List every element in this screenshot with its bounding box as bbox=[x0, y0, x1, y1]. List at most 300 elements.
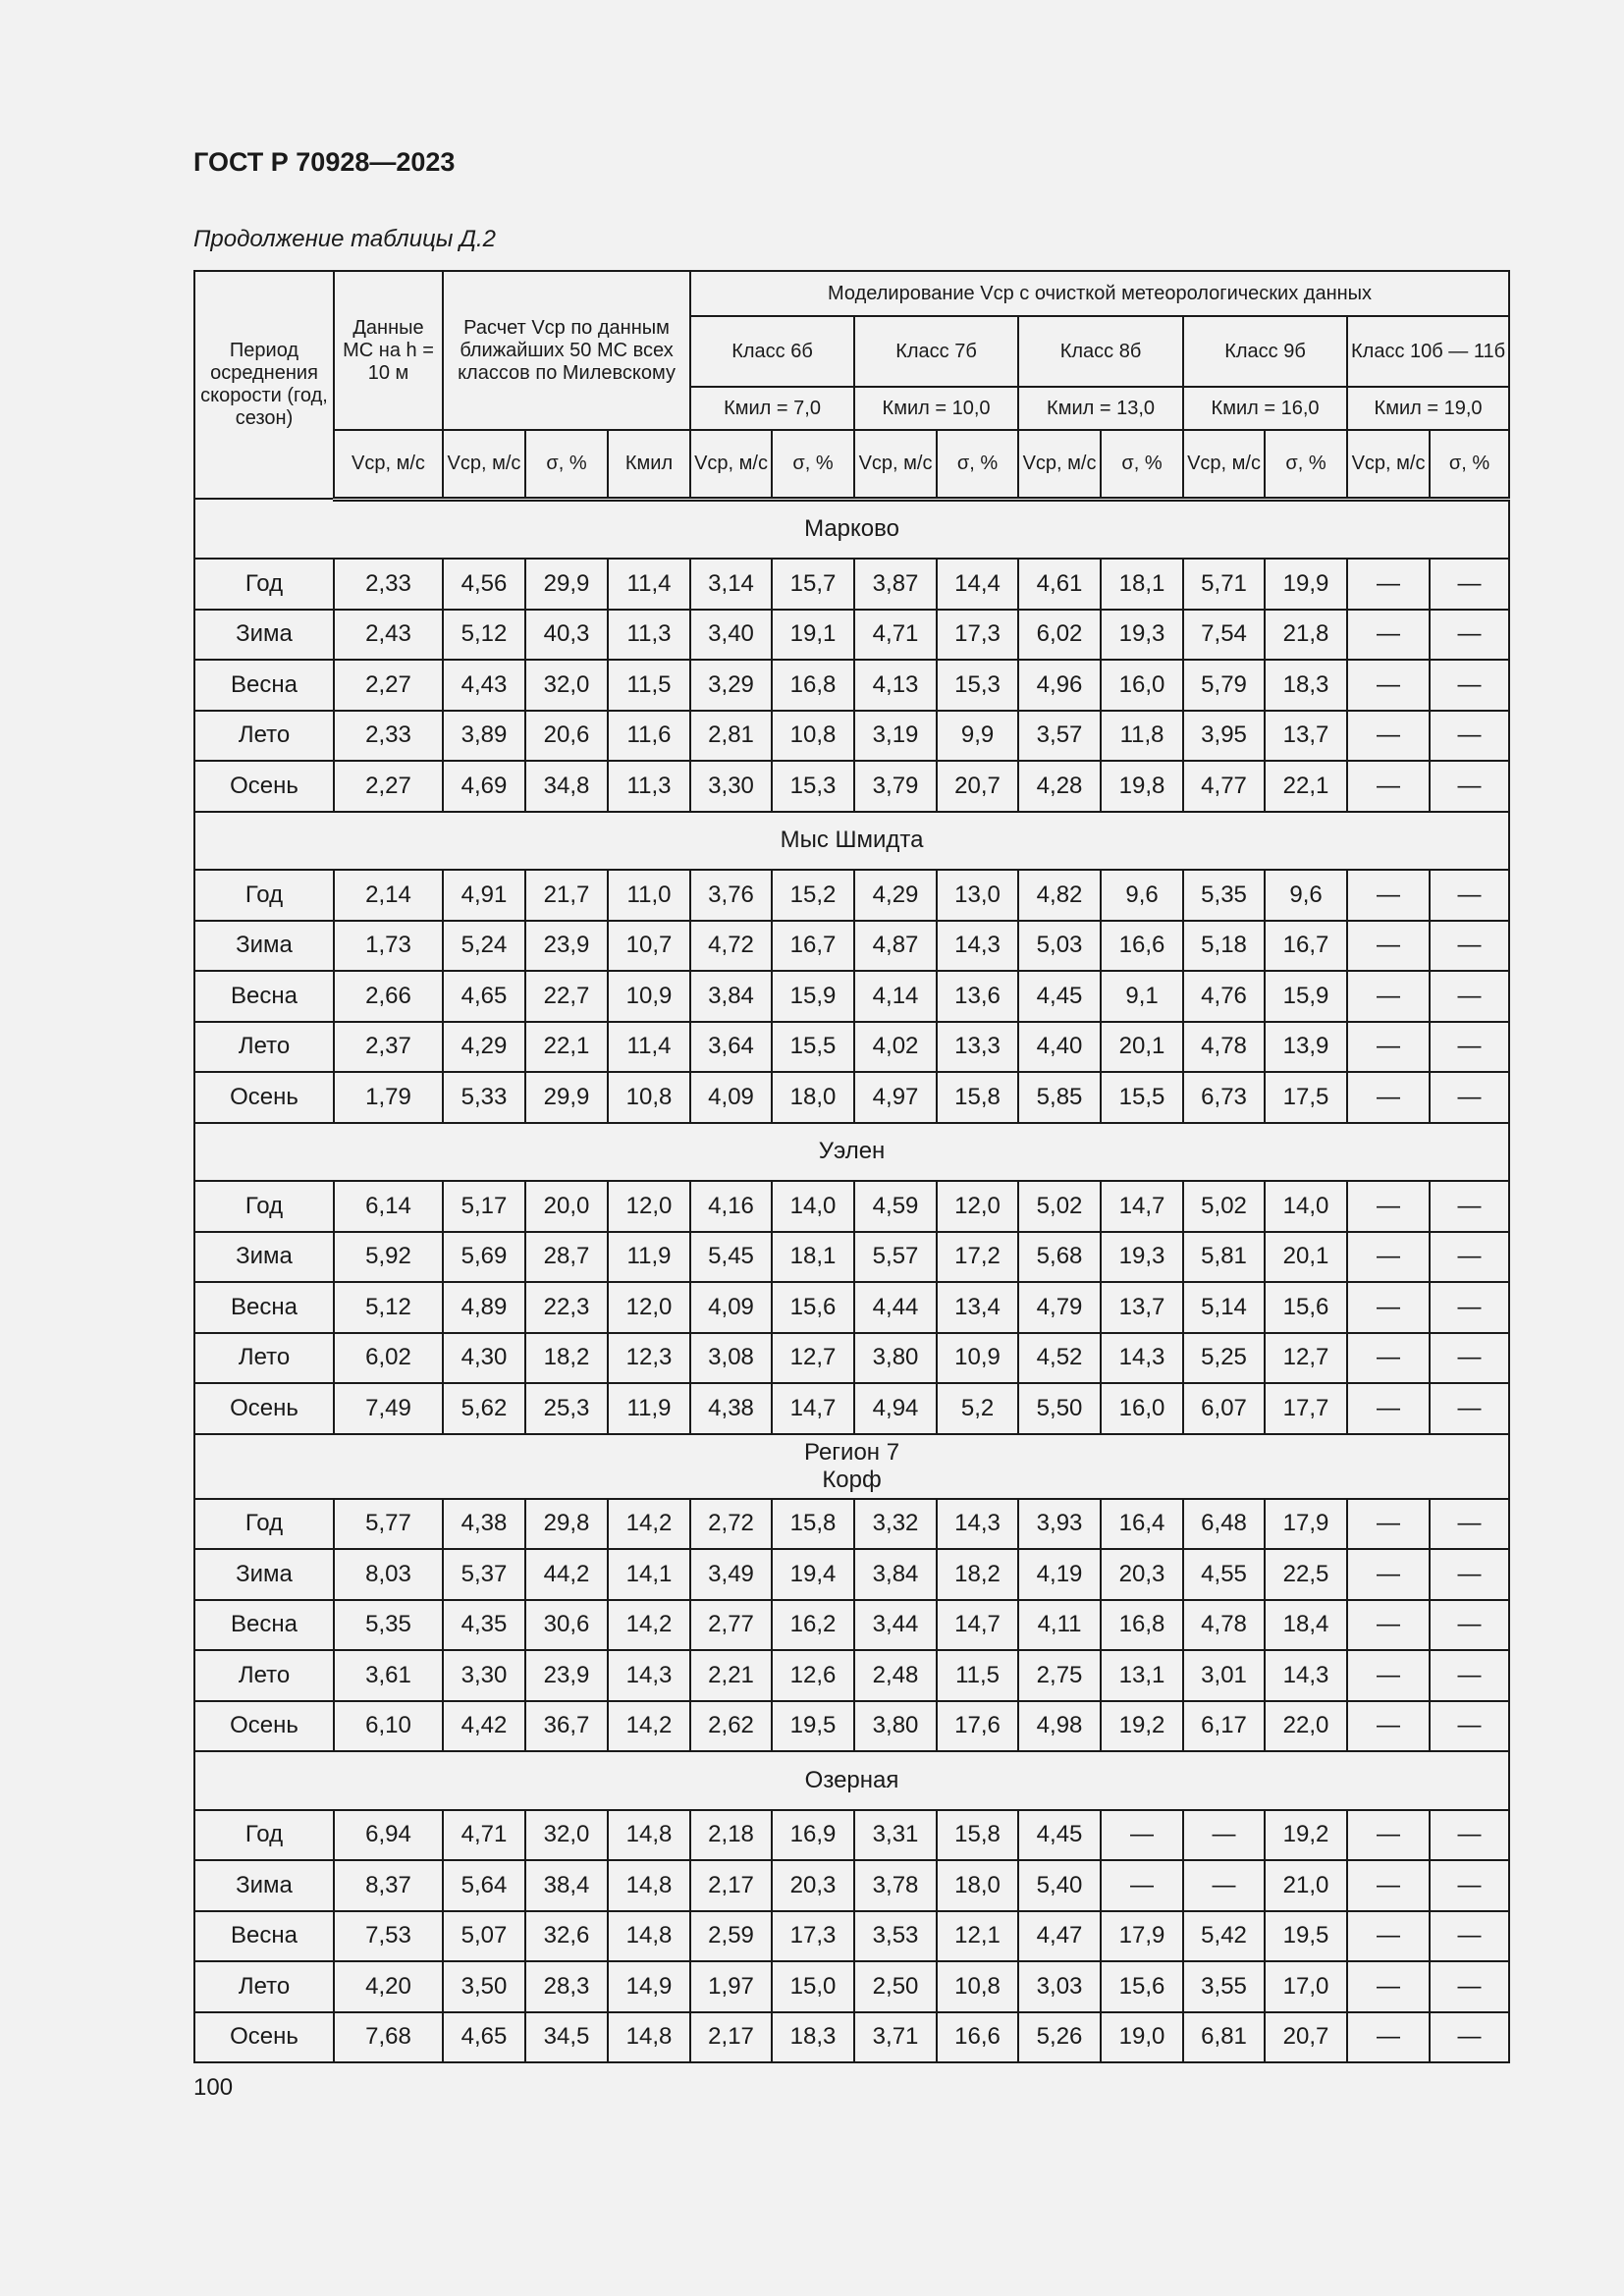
value-cell: 14,7 bbox=[1101, 1181, 1183, 1232]
value-cell: 16,7 bbox=[772, 921, 854, 972]
subheader-sigma: σ, % bbox=[772, 430, 854, 499]
value-cell: — bbox=[1430, 1961, 1509, 2012]
value-cell: 18,0 bbox=[937, 1860, 1018, 1911]
value-cell: 4,56 bbox=[443, 559, 525, 610]
value-cell: — bbox=[1183, 1860, 1265, 1911]
period-cell: Осень bbox=[194, 1072, 334, 1123]
value-cell: 4,38 bbox=[690, 1383, 772, 1434]
value-cell: 12,1 bbox=[937, 1911, 1018, 1962]
value-cell: 5,07 bbox=[443, 1911, 525, 1962]
period-cell: Лето bbox=[194, 711, 334, 762]
value-cell: 5,26 bbox=[1018, 2012, 1101, 2063]
value-cell: 15,3 bbox=[937, 660, 1018, 711]
subheader-sigma: σ, % bbox=[937, 430, 1018, 499]
subheader-k: Кмил bbox=[608, 430, 690, 499]
value-cell: 14,2 bbox=[608, 1499, 690, 1550]
value-cell: — bbox=[1347, 921, 1430, 972]
value-cell: 2,43 bbox=[334, 610, 443, 661]
value-cell: 7,68 bbox=[334, 2012, 443, 2063]
value-cell: 29,8 bbox=[525, 1499, 608, 1550]
header-class: Класс 10б — 11б bbox=[1347, 316, 1509, 387]
subheader-vcp: Vср, м/с bbox=[443, 430, 525, 499]
value-cell: 28,3 bbox=[525, 1961, 608, 2012]
value-cell: 16,4 bbox=[1101, 1499, 1183, 1550]
value-cell: 20,3 bbox=[772, 1860, 854, 1911]
period-cell: Зима bbox=[194, 1860, 334, 1911]
value-cell: 4,28 bbox=[1018, 761, 1101, 812]
value-cell: 10,7 bbox=[608, 921, 690, 972]
value-cell: — bbox=[1430, 1232, 1509, 1283]
table-row bbox=[194, 1600, 1509, 1651]
value-cell: — bbox=[1347, 610, 1430, 661]
value-cell: — bbox=[1430, 1650, 1509, 1701]
value-cell: — bbox=[1347, 1911, 1430, 1962]
value-cell: 2,37 bbox=[334, 1022, 443, 1073]
value-cell: 3,08 bbox=[690, 1333, 772, 1384]
value-cell: 21,0 bbox=[1265, 1860, 1347, 1911]
value-cell: 20,1 bbox=[1101, 1022, 1183, 1073]
value-cell: 4,11 bbox=[1018, 1600, 1101, 1651]
value-cell: 4,42 bbox=[443, 1701, 525, 1752]
header-class: Класс 8б bbox=[1018, 316, 1183, 387]
value-cell: 18,2 bbox=[525, 1333, 608, 1384]
value-cell: 20,0 bbox=[525, 1181, 608, 1232]
value-cell: — bbox=[1347, 1650, 1430, 1701]
value-cell: 18,4 bbox=[1265, 1600, 1347, 1651]
value-cell: — bbox=[1347, 1961, 1430, 2012]
value-cell: 12,6 bbox=[772, 1650, 854, 1701]
value-cell: 14,0 bbox=[1265, 1181, 1347, 1232]
value-cell: 17,0 bbox=[1265, 1961, 1347, 2012]
value-cell: — bbox=[1430, 2012, 1509, 2063]
value-cell: 3,44 bbox=[854, 1600, 937, 1651]
header-model: Моделирование Vср с очисткой метеорологических данных bbox=[690, 271, 1509, 316]
value-cell: 5,42 bbox=[1183, 1911, 1265, 1962]
value-cell: — bbox=[1347, 1181, 1430, 1232]
header-ms-data: Данные МС на h = 10 м bbox=[334, 271, 443, 430]
value-cell: 2,21 bbox=[690, 1650, 772, 1701]
value-cell: — bbox=[1430, 610, 1509, 661]
value-cell: 11,8 bbox=[1101, 711, 1183, 762]
value-cell: 20,7 bbox=[937, 761, 1018, 812]
header-class: Класс 6б bbox=[690, 316, 854, 387]
value-cell: 5,62 bbox=[443, 1383, 525, 1434]
header-class: Класс 9б bbox=[1183, 316, 1347, 387]
period-cell: Лето bbox=[194, 1022, 334, 1073]
section-title-text: Уэлен bbox=[818, 1138, 886, 1165]
value-cell: 15,3 bbox=[772, 761, 854, 812]
value-cell: 22,3 bbox=[525, 1282, 608, 1333]
value-cell: 13,7 bbox=[1265, 711, 1347, 762]
value-cell: 4,09 bbox=[690, 1072, 772, 1123]
value-cell: 32,0 bbox=[525, 660, 608, 711]
value-cell: — bbox=[1430, 1549, 1509, 1600]
value-cell: 4,40 bbox=[1018, 1022, 1101, 1073]
value-cell: — bbox=[1183, 1810, 1265, 1861]
value-cell: 9,6 bbox=[1101, 870, 1183, 921]
value-cell: 5,81 bbox=[1183, 1232, 1265, 1283]
value-cell: 19,3 bbox=[1101, 1232, 1183, 1283]
value-cell: 3,01 bbox=[1183, 1650, 1265, 1701]
value-cell: 9,1 bbox=[1101, 971, 1183, 1022]
value-cell: 2,14 bbox=[334, 870, 443, 921]
table-row bbox=[194, 1232, 1509, 1283]
value-cell: 4,78 bbox=[1183, 1022, 1265, 1073]
value-cell: 17,6 bbox=[937, 1701, 1018, 1752]
subheader-sigma: σ, % bbox=[1101, 430, 1183, 499]
value-cell: 15,2 bbox=[772, 870, 854, 921]
value-cell: — bbox=[1101, 1810, 1183, 1861]
value-cell: 5,68 bbox=[1018, 1232, 1101, 1283]
value-cell: 3,19 bbox=[854, 711, 937, 762]
value-cell: — bbox=[1430, 1911, 1509, 1962]
value-cell: — bbox=[1430, 1072, 1509, 1123]
period-cell: Зима bbox=[194, 1232, 334, 1283]
value-cell: 4,69 bbox=[443, 761, 525, 812]
value-cell: 4,02 bbox=[854, 1022, 937, 1073]
value-cell: 29,9 bbox=[525, 559, 608, 610]
value-cell: 15,9 bbox=[1265, 971, 1347, 1022]
value-cell: 7,53 bbox=[334, 1911, 443, 1962]
value-cell: — bbox=[1347, 1072, 1430, 1123]
value-cell: 13,0 bbox=[937, 870, 1018, 921]
subheader-vcp-ms: Vср, м/с bbox=[334, 430, 443, 499]
value-cell: 17,9 bbox=[1101, 1911, 1183, 1962]
value-cell: 22,1 bbox=[1265, 761, 1347, 812]
value-cell: 4,82 bbox=[1018, 870, 1101, 921]
value-cell: 21,8 bbox=[1265, 610, 1347, 661]
value-cell: 17,3 bbox=[937, 610, 1018, 661]
value-cell: 10,8 bbox=[937, 1961, 1018, 2012]
value-cell: 32,6 bbox=[525, 1911, 608, 1962]
value-cell: 2,27 bbox=[334, 761, 443, 812]
table-row bbox=[194, 1549, 1509, 1600]
period-cell: Осень bbox=[194, 761, 334, 812]
value-cell: 4,76 bbox=[1183, 971, 1265, 1022]
value-cell: 4,61 bbox=[1018, 559, 1101, 610]
value-cell: 4,30 bbox=[443, 1333, 525, 1384]
table-row bbox=[194, 1282, 1509, 1333]
value-cell: 14,4 bbox=[937, 559, 1018, 610]
value-cell: 4,77 bbox=[1183, 761, 1265, 812]
value-cell: 3,76 bbox=[690, 870, 772, 921]
value-cell: 5,40 bbox=[1018, 1860, 1101, 1911]
value-cell: 11,5 bbox=[937, 1650, 1018, 1701]
header-k-value: Кмил = 16,0 bbox=[1183, 387, 1347, 430]
table-row bbox=[194, 1911, 1509, 1962]
value-cell: 13,7 bbox=[1101, 1282, 1183, 1333]
value-cell: 19,2 bbox=[1101, 1701, 1183, 1752]
value-cell: 2,62 bbox=[690, 1701, 772, 1752]
value-cell: — bbox=[1430, 1600, 1509, 1651]
value-cell: 34,5 bbox=[525, 2012, 608, 2063]
value-cell: 16,8 bbox=[1101, 1600, 1183, 1651]
table-row bbox=[194, 2012, 1509, 2063]
period-cell: Осень bbox=[194, 1383, 334, 1434]
header-calc: Расчет Vср по данным ближайших 50 МС всех классов по Милевскому bbox=[443, 271, 690, 430]
value-cell: 5,02 bbox=[1183, 1181, 1265, 1232]
value-cell: — bbox=[1430, 1701, 1509, 1752]
value-cell: 3,84 bbox=[690, 971, 772, 1022]
subheader-sigma: σ, % bbox=[1430, 430, 1509, 499]
value-cell: 4,14 bbox=[854, 971, 937, 1022]
value-cell: 14,8 bbox=[608, 1911, 690, 1962]
value-cell: 10,9 bbox=[937, 1333, 1018, 1384]
table-row bbox=[194, 1650, 1509, 1701]
value-cell: 5,12 bbox=[334, 1282, 443, 1333]
value-cell: 3,57 bbox=[1018, 711, 1101, 762]
value-cell: 4,45 bbox=[1018, 971, 1101, 1022]
value-cell: 16,6 bbox=[1101, 921, 1183, 972]
section-title-text: Марково bbox=[804, 515, 899, 543]
value-cell: 20,6 bbox=[525, 711, 608, 762]
value-cell: — bbox=[1430, 1181, 1509, 1232]
value-cell: 23,9 bbox=[525, 921, 608, 972]
value-cell: 18,3 bbox=[1265, 660, 1347, 711]
value-cell: 3,32 bbox=[854, 1499, 937, 1550]
value-cell: 20,7 bbox=[1265, 2012, 1347, 2063]
value-cell: 2,18 bbox=[690, 1810, 772, 1861]
value-cell: 4,65 bbox=[443, 2012, 525, 2063]
table-row bbox=[194, 559, 1509, 610]
value-cell: 6,48 bbox=[1183, 1499, 1265, 1550]
value-cell: 11,9 bbox=[608, 1383, 690, 1434]
value-cell: 18,3 bbox=[772, 2012, 854, 2063]
value-cell: 3,49 bbox=[690, 1549, 772, 1600]
value-cell: 5,2 bbox=[937, 1383, 1018, 1434]
value-cell: — bbox=[1430, 1860, 1509, 1911]
value-cell: 16,2 bbox=[772, 1600, 854, 1651]
value-cell: — bbox=[1347, 711, 1430, 762]
value-cell: 22,1 bbox=[525, 1022, 608, 1073]
value-cell: 8,03 bbox=[334, 1549, 443, 1600]
value-cell: 13,6 bbox=[937, 971, 1018, 1022]
value-cell: 3,61 bbox=[334, 1650, 443, 1701]
value-cell: 5,24 bbox=[443, 921, 525, 972]
value-cell: 14,8 bbox=[608, 1860, 690, 1911]
value-cell: 15,5 bbox=[1101, 1072, 1183, 1123]
value-cell: 4,71 bbox=[854, 610, 937, 661]
header-k-value: Кмил = 19,0 bbox=[1347, 387, 1509, 430]
value-cell: 16,0 bbox=[1101, 660, 1183, 711]
value-cell: 4,09 bbox=[690, 1282, 772, 1333]
value-cell: 15,6 bbox=[772, 1282, 854, 1333]
value-cell: 12,0 bbox=[608, 1282, 690, 1333]
value-cell: — bbox=[1347, 1860, 1430, 1911]
value-cell: 3,79 bbox=[854, 761, 937, 812]
value-cell: 3,80 bbox=[854, 1333, 937, 1384]
value-cell: 5,35 bbox=[1183, 870, 1265, 921]
subheader-vcp: Vср, м/с bbox=[1183, 430, 1265, 499]
value-cell: 4,52 bbox=[1018, 1333, 1101, 1384]
value-cell: 8,37 bbox=[334, 1860, 443, 1911]
value-cell: 20,1 bbox=[1265, 1232, 1347, 1283]
value-cell: 10,8 bbox=[772, 711, 854, 762]
value-cell: 12,0 bbox=[937, 1181, 1018, 1232]
value-cell: 6,17 bbox=[1183, 1701, 1265, 1752]
value-cell: 19,5 bbox=[772, 1701, 854, 1752]
value-cell: 2,81 bbox=[690, 711, 772, 762]
value-cell: 4,59 bbox=[854, 1181, 937, 1232]
value-cell: 16,7 bbox=[1265, 921, 1347, 972]
subheader-sigma: σ, % bbox=[525, 430, 608, 499]
page-number: 100 bbox=[193, 2074, 234, 2101]
period-cell: Весна bbox=[194, 660, 334, 711]
value-cell: 14,7 bbox=[937, 1600, 1018, 1651]
value-cell: — bbox=[1347, 971, 1430, 1022]
value-cell: 40,3 bbox=[525, 610, 608, 661]
value-cell: — bbox=[1347, 870, 1430, 921]
value-cell: 5,37 bbox=[443, 1549, 525, 1600]
value-cell: 30,6 bbox=[525, 1600, 608, 1651]
value-cell: — bbox=[1430, 1022, 1509, 1073]
value-cell: 5,45 bbox=[690, 1232, 772, 1283]
data-table bbox=[193, 270, 1510, 2063]
value-cell: 11,4 bbox=[608, 559, 690, 610]
period-cell: Зима bbox=[194, 921, 334, 972]
value-cell: — bbox=[1101, 1860, 1183, 1911]
value-cell: 16,9 bbox=[772, 1810, 854, 1861]
value-cell: 3,64 bbox=[690, 1022, 772, 1073]
value-cell: 16,8 bbox=[772, 660, 854, 711]
value-cell: 3,78 bbox=[854, 1860, 937, 1911]
value-cell: 6,73 bbox=[1183, 1072, 1265, 1123]
value-cell: 17,5 bbox=[1265, 1072, 1347, 1123]
value-cell: 6,94 bbox=[334, 1810, 443, 1861]
value-cell: 6,10 bbox=[334, 1701, 443, 1752]
value-cell: 34,8 bbox=[525, 761, 608, 812]
value-cell: 32,0 bbox=[525, 1810, 608, 1861]
value-cell: — bbox=[1430, 921, 1509, 972]
value-cell: 5,92 bbox=[334, 1232, 443, 1283]
value-cell: 3,29 bbox=[690, 660, 772, 711]
value-cell: 18,1 bbox=[772, 1232, 854, 1283]
section-title-text: Мыс Шмидта bbox=[780, 827, 924, 854]
value-cell: 29,9 bbox=[525, 1072, 608, 1123]
value-cell: 18,1 bbox=[1101, 559, 1183, 610]
value-cell: 2,17 bbox=[690, 1860, 772, 1911]
value-cell: 12,3 bbox=[608, 1333, 690, 1384]
value-cell: 22,7 bbox=[525, 971, 608, 1022]
value-cell: 14,3 bbox=[937, 921, 1018, 972]
value-cell: 3,93 bbox=[1018, 1499, 1101, 1550]
value-cell: 38,4 bbox=[525, 1860, 608, 1911]
subheader-vcp: Vср, м/с bbox=[854, 430, 937, 499]
value-cell: 4,44 bbox=[854, 1282, 937, 1333]
table-row bbox=[194, 711, 1509, 762]
value-cell: 5,79 bbox=[1183, 660, 1265, 711]
value-cell: 5,12 bbox=[443, 610, 525, 661]
value-cell: 1,79 bbox=[334, 1072, 443, 1123]
period-cell: Год bbox=[194, 1810, 334, 1861]
value-cell: 5,18 bbox=[1183, 921, 1265, 972]
value-cell: 2,72 bbox=[690, 1499, 772, 1550]
value-cell: — bbox=[1430, 761, 1509, 812]
value-cell: 15,0 bbox=[772, 1961, 854, 2012]
period-cell: Год bbox=[194, 1499, 334, 1550]
value-cell: 9,9 bbox=[937, 711, 1018, 762]
value-cell: 2,33 bbox=[334, 559, 443, 610]
value-cell: 2,77 bbox=[690, 1600, 772, 1651]
value-cell: 2,75 bbox=[1018, 1650, 1101, 1701]
value-cell: 5,25 bbox=[1183, 1333, 1265, 1384]
section-subtitle-text: Корф bbox=[822, 1466, 882, 1493]
table-row bbox=[194, 1810, 1509, 1861]
header-class: Класс 7б bbox=[854, 316, 1018, 387]
section-title-text: Озерная bbox=[804, 1766, 899, 1793]
value-cell: — bbox=[1347, 1549, 1430, 1600]
value-cell: 4,91 bbox=[443, 870, 525, 921]
period-cell: Весна bbox=[194, 971, 334, 1022]
table-row bbox=[194, 1181, 1509, 1232]
value-cell: — bbox=[1347, 559, 1430, 610]
value-cell: 4,29 bbox=[443, 1022, 525, 1073]
value-cell: 13,1 bbox=[1101, 1650, 1183, 1701]
value-cell: 6,07 bbox=[1183, 1383, 1265, 1434]
period-cell: Год bbox=[194, 1181, 334, 1232]
value-cell: 10,9 bbox=[608, 971, 690, 1022]
value-cell: 4,16 bbox=[690, 1181, 772, 1232]
table-row bbox=[194, 1961, 1509, 2012]
value-cell: 17,2 bbox=[937, 1232, 1018, 1283]
value-cell: 22,5 bbox=[1265, 1549, 1347, 1600]
value-cell: 16,6 bbox=[937, 2012, 1018, 2063]
table-row bbox=[194, 1383, 1509, 1434]
value-cell: 5,50 bbox=[1018, 1383, 1101, 1434]
value-cell: 19,1 bbox=[772, 610, 854, 661]
value-cell: 13,9 bbox=[1265, 1022, 1347, 1073]
value-cell: 14,8 bbox=[608, 1810, 690, 1861]
value-cell: 4,13 bbox=[854, 660, 937, 711]
value-cell: 3,30 bbox=[443, 1650, 525, 1701]
document-code: ГОСТ Р 70928—2023 bbox=[193, 147, 456, 177]
value-cell: 14,1 bbox=[608, 1549, 690, 1600]
value-cell: 15,8 bbox=[772, 1499, 854, 1550]
value-cell: 2,59 bbox=[690, 1911, 772, 1962]
value-cell: — bbox=[1430, 559, 1509, 610]
value-cell: 3,55 bbox=[1183, 1961, 1265, 2012]
value-cell: 11,6 bbox=[608, 711, 690, 762]
value-cell: 14,9 bbox=[608, 1961, 690, 2012]
value-cell: 14,2 bbox=[608, 1600, 690, 1651]
value-cell: 16,0 bbox=[1101, 1383, 1183, 1434]
value-cell: 2,33 bbox=[334, 711, 443, 762]
value-cell: 4,71 bbox=[443, 1810, 525, 1861]
value-cell: — bbox=[1347, 1383, 1430, 1434]
value-cell: 1,97 bbox=[690, 1961, 772, 2012]
value-cell: 7,49 bbox=[334, 1383, 443, 1434]
value-cell: 4,79 bbox=[1018, 1282, 1101, 1333]
value-cell: — bbox=[1347, 1600, 1430, 1651]
value-cell: 28,7 bbox=[525, 1232, 608, 1283]
value-cell: 2,48 bbox=[854, 1650, 937, 1701]
period-cell: Весна bbox=[194, 1911, 334, 1962]
header-period: Период осреднения скорости (год, сезон) bbox=[194, 271, 334, 499]
value-cell: 3,87 bbox=[854, 559, 937, 610]
period-cell: Лето bbox=[194, 1650, 334, 1701]
value-cell: 5,57 bbox=[854, 1232, 937, 1283]
value-cell: 4,35 bbox=[443, 1600, 525, 1651]
value-cell: 3,95 bbox=[1183, 711, 1265, 762]
value-cell: 13,4 bbox=[937, 1282, 1018, 1333]
value-cell: 19,9 bbox=[1265, 559, 1347, 610]
period-cell: Лето bbox=[194, 1961, 334, 2012]
subheader-vcp: Vср, м/с bbox=[690, 430, 772, 499]
value-cell: 19,3 bbox=[1101, 610, 1183, 661]
value-cell: 2,27 bbox=[334, 660, 443, 711]
value-cell: — bbox=[1430, 1282, 1509, 1333]
table-row bbox=[194, 1701, 1509, 1752]
